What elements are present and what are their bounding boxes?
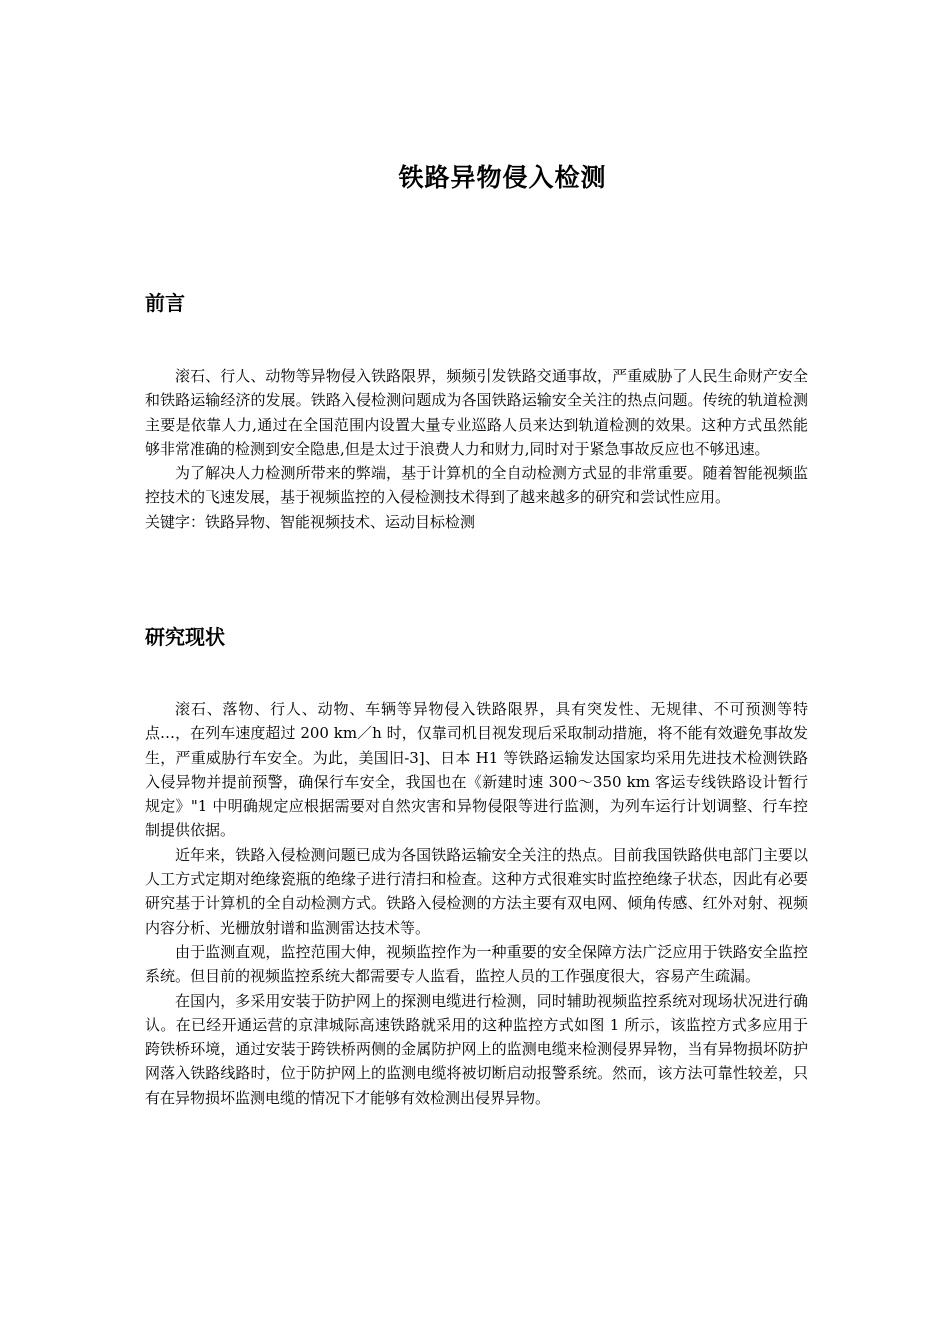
keywords-line: 关键字：铁路异物、智能视频技术、运动目标检测 — [145, 512, 476, 531]
section-body-preface — [145, 364, 808, 534]
section-heading-preface: 前言 — [145, 291, 185, 315]
section-body-research-status — [145, 697, 808, 1110]
paragraph: 由于监测直观，监控范围大伸，视频监控作为一种重要的安全保障方法广泛应用于铁路安全监控系统。但目前的视频监控系统大都需要专人监看，监控人员的工作强度很大，容易产生疏漏。 — [145, 942, 808, 986]
paragraph: 滚石、落物、行人、动物、车辆等异物侵入铁路限界，具有突发性、无规律、不可预测等特点…，在列车速度超过 200 km／h 时，仅靠司机目视发现后采取制动措施，将不能有效避免事故发生，严重威胁行车安全。为此，美国旧-3]、日本 H1 等铁路运输发达国家均采用先进技术检测铁路入侵异物并提前预警，确保行车安全，我国也在《新建时速 300～350 km 客运专线铁路设计暂行规定》"1 中明确规定应根据需要对自然灾害和异物侵限等进行监测，为列车运行计划调整、行车控制提供依据。 — [145, 700, 808, 840]
paragraph: 滚石、行人、动物等异物侵入铁路限界，频频引发铁路交通事故，严重威胁了人民生命财产安全和铁路运输经济的发展。铁路入侵检测问题成为各国铁路运输安全关注的热点问题。传统的轨道检测主要是依靠人力,通过在全国范围内设置大量专业巡路人员来达到轨道检测的效果。这种方式虽然能够非常准确的检测到安全隐患,但是太过于浪费人力和财力,同时对于紧急事故反应也不够迅速。 — [145, 367, 808, 458]
paragraph: 为了解决人力检测所带来的弊端，基于计算机的全自动检测方式显的非常重要。随着智能视频监控技术的飞速发展，基于视频监控的入侵检测技术得到了越来越多的研究和尝试性应用。 — [145, 464, 808, 507]
document-title: 铁路异物侵入检测 — [398, 163, 607, 192]
paragraph: 近年来，铁路入侵检测问题已成为各国铁路运输安全关注的热点。目前我国铁路供电部门主要以人工方式定期对绝缘瓷瓶的绝缘子进行清扫和检查。这种方式很难实时监控绝缘子状态，因此有必要研究基于计算机的全自动检测方式。铁路入侵检测的方法主要有双电网、倾角传感、红外对射、视频内容分析、光栅放射谱和监测雷达技术等。 — [145, 845, 808, 937]
paragraph: 在国内，多采用安装于防护网上的探测电缆进行检测，同时辅助视频监控系统对现场状况进行确认。在已经开通运营的京津城际高速铁路就采用的这种监控方式如图 1 所示，该监控方式多应用于跨铁桥环境，通过安装于跨铁桥两侧的金属防护网上的监测电缆来检测侵界异物，当有异物损坏防护网落入铁路线路时，位于防护网上的监测电缆将被切断启动报警系统。然而，该方法可靠性较差，只有在异物损坏监测电缆的情况下才能够有效检测出侵界异物。 — [145, 991, 808, 1107]
section-heading-research-status: 研究现状 — [145, 625, 225, 649]
